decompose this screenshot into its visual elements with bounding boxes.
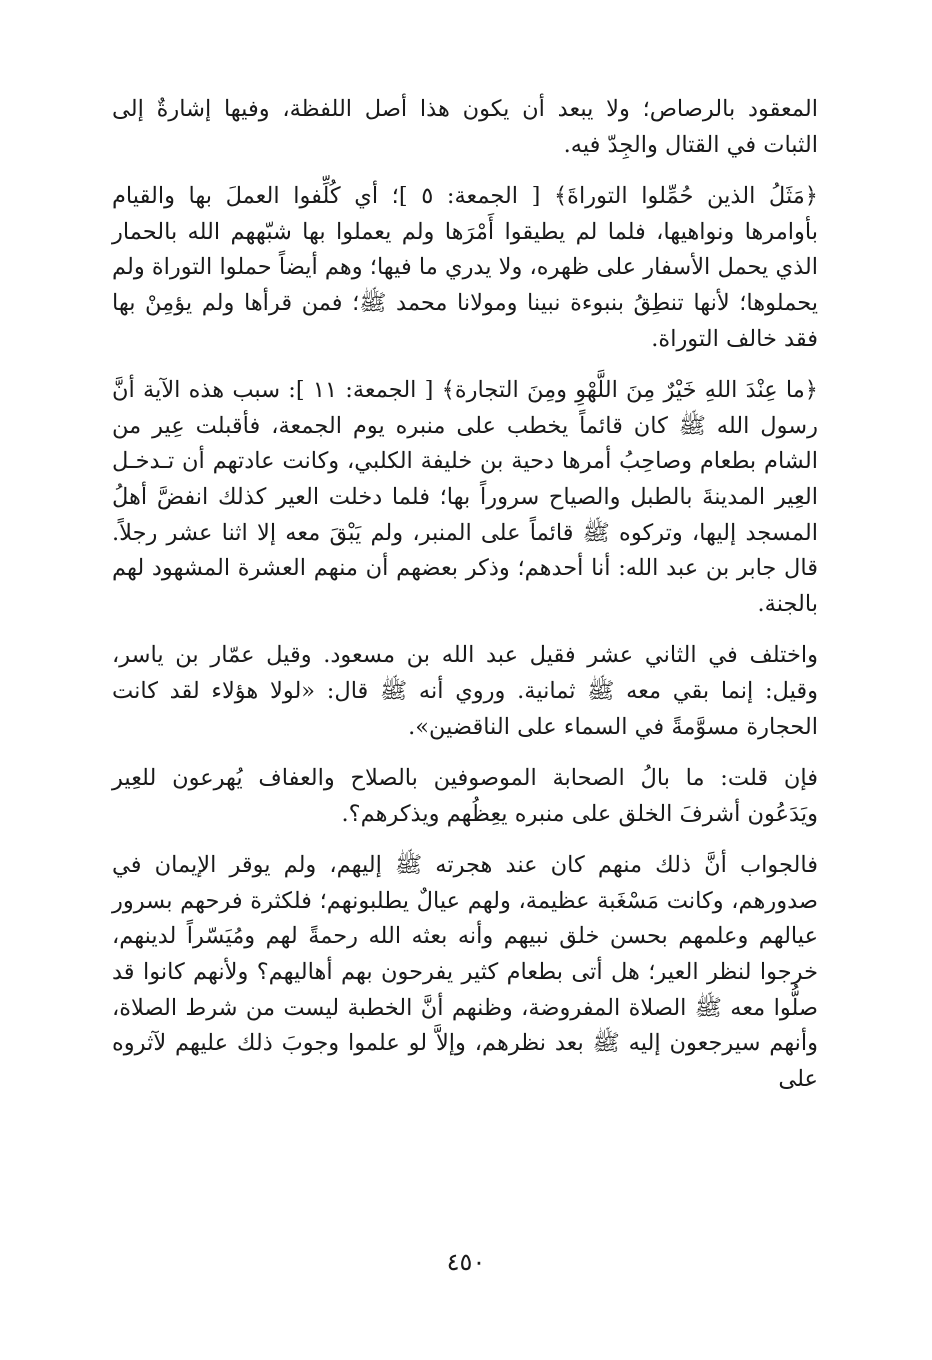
page-body — [112, 92, 818, 1113]
paragraph: ﴿مَثَلُ الذين حُمِّلوا التوراةَ﴾ [ الجمعة: ٥ ]؛ أي كُلِّفوا العملَ بها والقيام بأوامرها ونواهيها، فلما لم يطيقوا أَمْرَها ولم يعملوا بها شبّههم الله بالحمار الذي يحمل الأسفار على ظهره، ولا يدري ما فيها؛ وهم أيضاً حملوا التوراة ولم يحملوها؛ لأنها تنطِقُ بنبوءة نبينا ومولانا محمد ﷺ؛ فمن قرأها ولم يؤمِنْ بها فقد خالف التوراة. — [112, 183, 818, 352]
paragraph: واختلف في الثاني عشر فقيل عبد الله بن مسعود. وقيل عمّار بن ياسر، وقيل: إنما بقي معه ﷺ ثمانية. وروي أنه ﷺ قال: «لولا هؤلاء لقد كانت الحجارة مسوَّمةً في السماء على الناقضين». — [112, 642, 818, 740]
paragraph: فالجواب أنَّ ذلك منهم كان عند هجرته ﷺ إليهم، ولم يوقر الإيمان في صدورهم، وكانت مَسْغَبة عظيمة، ولهم عيالٌ يطلبونهم؛ فلكثرة فرحهم بسرور عيالهم وعلمهم بحسن خلق نبيهم وأنه بعثه الله رحمةً لهم ومُيَسّراً لدينهم، خرجوا لنظر العير؛ هل أتى بطعام كثير يفرحون بهم أهاليهم؟ ولأنهم كانوا قد صلُّوا معه ﷺ الصلاة المفروضة، وظنهم أنَّ الخطبة ليست من شرط الصلاة، وأنهم سيرجعون إليه ﷺ بعد نظرهم، وإلاَّ لو علموا وجوبَ ذلك عليهم لآثروه على — [112, 852, 818, 1092]
paragraph: المعقود بالرصاص؛ ولا يبعد أن يكون هذا أصل اللفظة، وفيها إشارةٌ إلى الثبات في القتال والجِدّ فيه. — [112, 96, 818, 158]
paragraph: فإن قلت: ما بالُ الصحابة الموصوفين بالصلاح والعفاف يُهرعون للعِير ويَدَعُون أشرفَ الخلق على منبره يعِظُهم ويذكرهم؟. — [112, 765, 818, 827]
paragraph: ﴿ما عِنْدَ اللهِ خَيْرٌ مِنَ اللَّهْوِ ومِنَ التجارة﴾ [ الجمعة: ١١ ]: سبب هذه الآية أنَّ رسول الله ﷺ كان قائماً يخطب على منبره يوم الجمعة، فأقبلت عِير من الشام بطعام وصاحِبُ أمرها دحية بن خليفة الكلبي، وكانت عادتهم أن تـدخـل العِير المدينةَ بالطبل والصياح سروراً بها؛ فلما دخلت العير كذلك انفضَّ أهلُ المسجد إليها، وتركوه ﷺ قائماً على المنبر، ولم يَبْقَ معه إلا اثنا عشر رجلاً. قال جابر بن عبد الله: أنا أحدهم؛ وذكر بعضهم أن منهم العشرة المشهود لهم بالجنة. — [112, 377, 818, 617]
page-number: ٤٥٠ — [446, 1248, 486, 1276]
